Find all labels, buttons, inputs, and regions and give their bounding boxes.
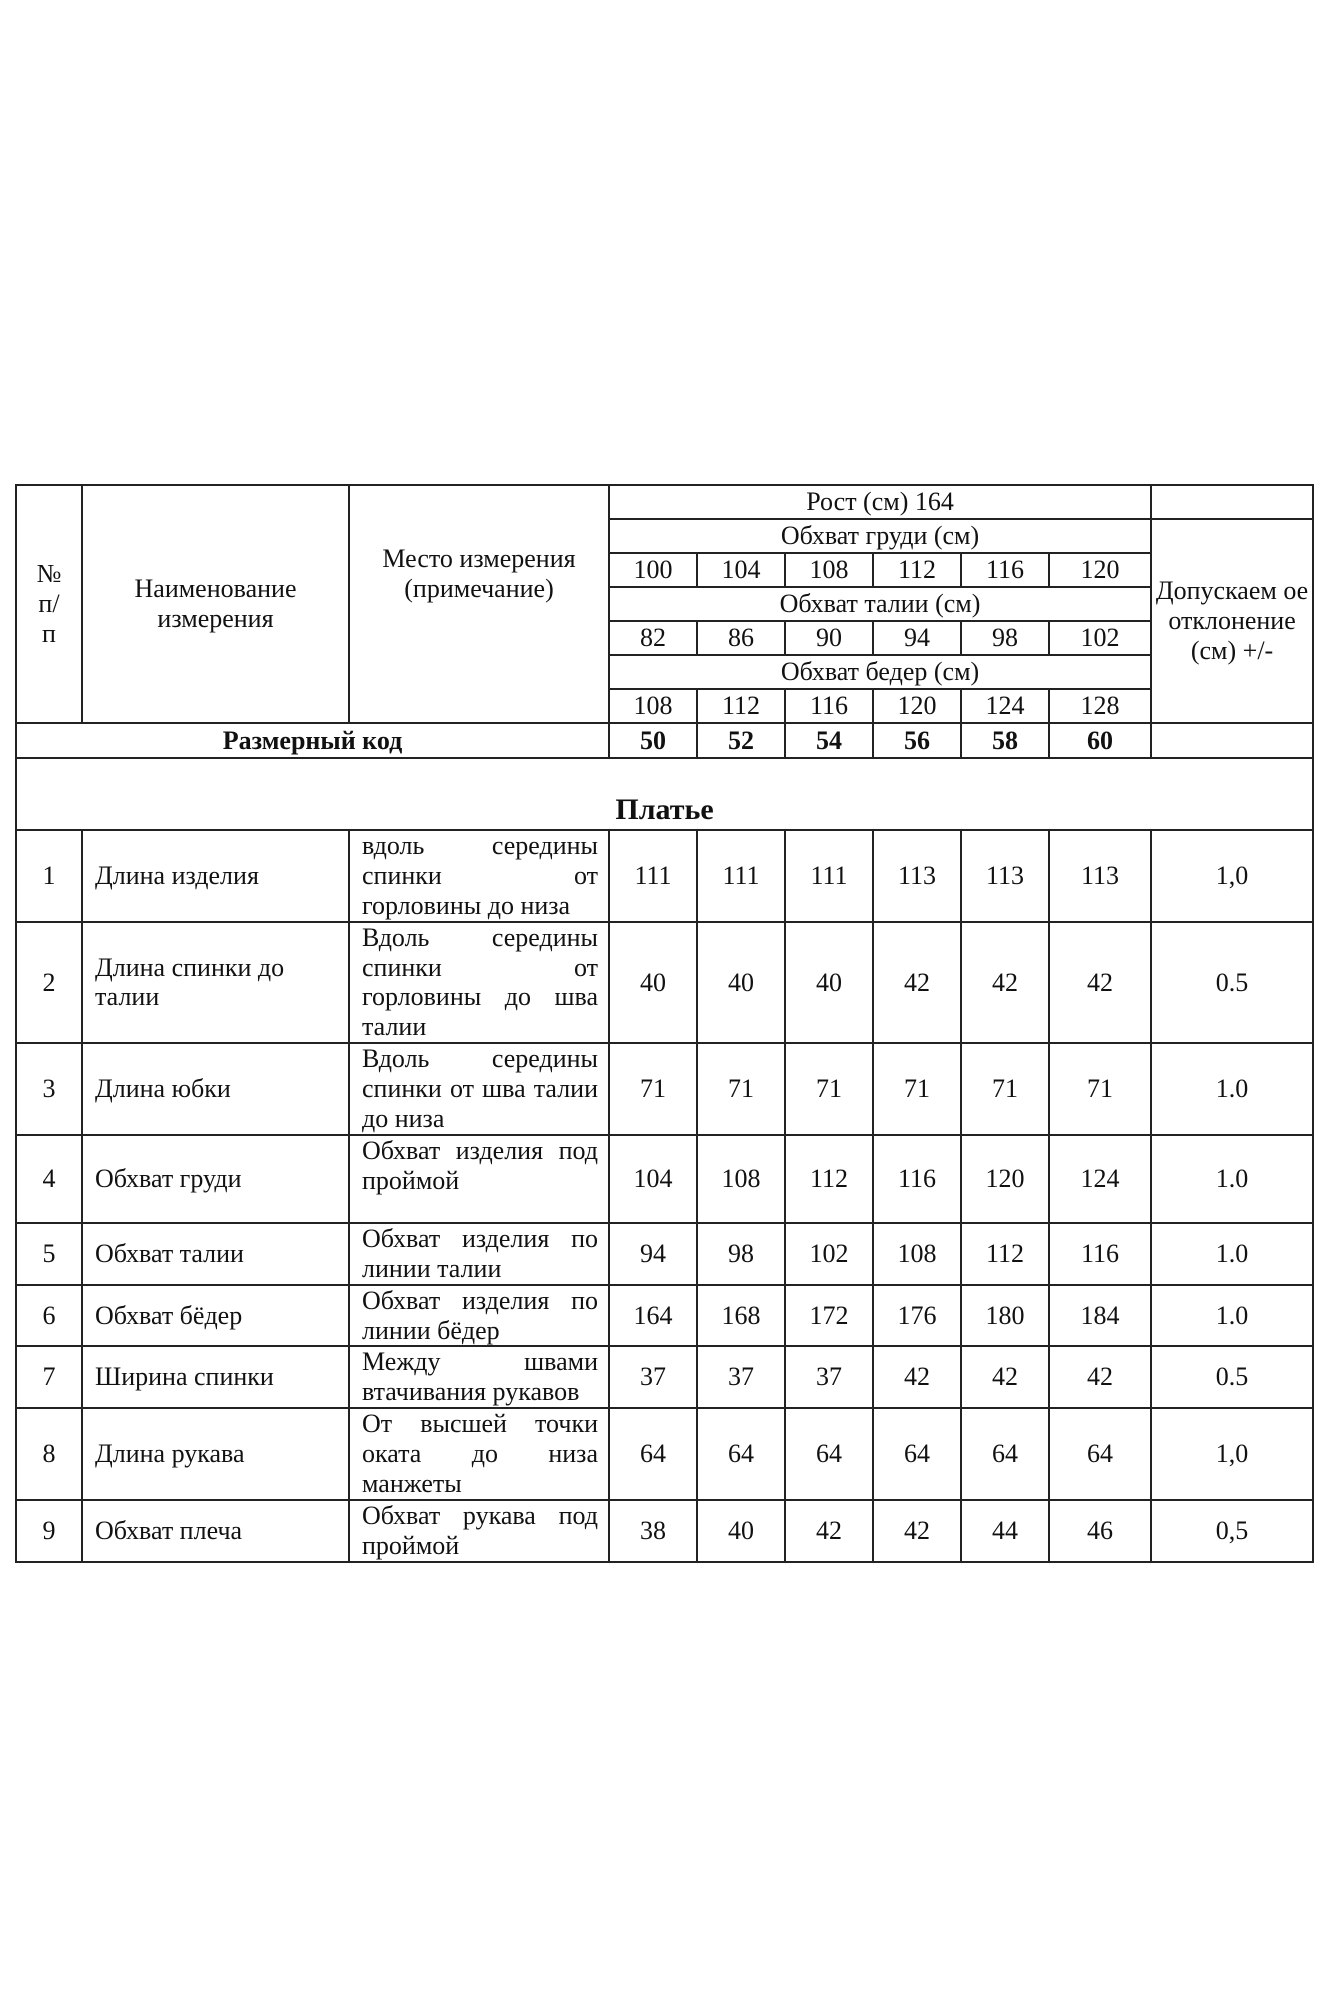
- measurement-value: 113: [1049, 830, 1151, 922]
- measurement-value: 111: [609, 830, 697, 922]
- measurement-name: Обхват груди: [82, 1135, 349, 1223]
- chest-value: 116: [961, 553, 1049, 587]
- header-waist: Обхват талии (см): [609, 587, 1151, 621]
- size-code-value: 58: [961, 723, 1049, 758]
- header-height: Рост (см) 164: [609, 485, 1151, 519]
- row-number: 5: [16, 1223, 82, 1285]
- tolerance-value: 0,5: [1151, 1500, 1313, 1562]
- size-code-value: 60: [1049, 723, 1151, 758]
- waist-value: 90: [785, 621, 873, 655]
- size-code-value: 56: [873, 723, 961, 758]
- tolerance-value: 1.0: [1151, 1223, 1313, 1285]
- measurement-value: 164: [609, 1285, 697, 1347]
- measurement-value: 44: [961, 1500, 1049, 1562]
- size-code-label: Размерный код: [16, 723, 609, 758]
- tolerance-value: 1,0: [1151, 1408, 1313, 1500]
- tolerance-value: 1.0: [1151, 1135, 1313, 1223]
- waist-value: 98: [961, 621, 1049, 655]
- hips-value: 120: [873, 689, 961, 723]
- hips-value: 108: [609, 689, 697, 723]
- measurement-value: 46: [1049, 1500, 1151, 1562]
- measurement-value: 64: [609, 1408, 697, 1500]
- tolerance-value: 0.5: [1151, 922, 1313, 1044]
- measurement-value: 172: [785, 1285, 873, 1347]
- measurement-value: 113: [873, 830, 961, 922]
- waist-value: 102: [1049, 621, 1151, 655]
- measurement-value: 42: [785, 1500, 873, 1562]
- hips-value: 112: [697, 689, 785, 723]
- tolerance-value: 1.0: [1151, 1285, 1313, 1347]
- waist-value: 82: [609, 621, 697, 655]
- measurement-value: 42: [873, 1346, 961, 1408]
- measurement-value: 37: [785, 1346, 873, 1408]
- measurement-place: Обхват изделия под проймой: [349, 1135, 609, 1223]
- measurement-value: 168: [697, 1285, 785, 1347]
- measurement-value: 104: [609, 1135, 697, 1223]
- measurement-place: От высшей точки оката до низа манжеты: [349, 1408, 609, 1500]
- measurement-name: Длина изделия: [82, 830, 349, 922]
- size-code-row: [16, 723, 1313, 758]
- measurement-value: 102: [785, 1223, 873, 1285]
- size-chart-table: [15, 484, 1314, 1563]
- measurement-value: 94: [609, 1223, 697, 1285]
- measurement-value: 71: [609, 1043, 697, 1135]
- measurement-value: 37: [697, 1346, 785, 1408]
- measurement-value: 111: [785, 830, 873, 922]
- section-row: [16, 758, 1313, 830]
- measurement-value: 71: [873, 1043, 961, 1135]
- measurement-place: Вдоль середины спинки от горловины до шва талии: [349, 922, 609, 1044]
- measurement-name: Обхват талии: [82, 1223, 349, 1285]
- measurement-value: 64: [697, 1408, 785, 1500]
- table-row: [16, 1408, 1313, 1500]
- header-place: Место измерения (примечание): [349, 485, 609, 723]
- measurement-value: 40: [697, 922, 785, 1044]
- measurement-place: Обхват рукава под проймой: [349, 1500, 609, 1562]
- measurement-value: 108: [697, 1135, 785, 1223]
- measurement-name: Длина юбки: [82, 1043, 349, 1135]
- header-chest: Обхват груди (см): [609, 519, 1151, 553]
- measurement-value: 40: [697, 1500, 785, 1562]
- measurement-value: 112: [785, 1135, 873, 1223]
- measurement-value: 71: [961, 1043, 1049, 1135]
- chest-value: 112: [873, 553, 961, 587]
- chest-value: 100: [609, 553, 697, 587]
- section-title: Платье: [16, 758, 1313, 830]
- row-number: 1: [16, 830, 82, 922]
- header-tol-empty: [1151, 485, 1313, 519]
- measurement-value: 64: [873, 1408, 961, 1500]
- measurement-value: 176: [873, 1285, 961, 1347]
- table-row: [16, 1500, 1313, 1562]
- measurement-name: Длина спинки до талии: [82, 922, 349, 1044]
- measurement-place: Обхват изделия по линии бёдер: [349, 1285, 609, 1347]
- header-num: [16, 485, 82, 723]
- waist-value: 94: [873, 621, 961, 655]
- hips-value: 124: [961, 689, 1049, 723]
- measurement-value: 37: [609, 1346, 697, 1408]
- measurement-value: 38: [609, 1500, 697, 1562]
- table-row: [16, 830, 1313, 922]
- hips-value: 128: [1049, 689, 1151, 723]
- measurement-value: 71: [697, 1043, 785, 1135]
- measurement-value: 64: [1049, 1408, 1151, 1500]
- header-tolerance: Допускаем ое отклонение (см) +/-: [1151, 519, 1313, 723]
- table-row: [16, 1346, 1313, 1408]
- size-code-value: 54: [785, 723, 873, 758]
- table-row: [16, 1223, 1313, 1285]
- row-number: 6: [16, 1285, 82, 1347]
- measurement-place: вдоль середины спинки от горловины до низа: [349, 830, 609, 922]
- measurement-value: 180: [961, 1285, 1049, 1347]
- measurement-value: 42: [1049, 1346, 1151, 1408]
- measurement-place: Обхват изделия по линии талии: [349, 1223, 609, 1285]
- header-name: Наименование измерения: [82, 485, 349, 723]
- measurement-value: 184: [1049, 1285, 1151, 1347]
- row-number: 3: [16, 1043, 82, 1135]
- measurement-value: 40: [609, 922, 697, 1044]
- measurement-value: 120: [961, 1135, 1049, 1223]
- table-row: [16, 1043, 1313, 1135]
- chest-value: 108: [785, 553, 873, 587]
- measurement-value: 42: [961, 1346, 1049, 1408]
- measurement-value: 42: [961, 922, 1049, 1044]
- measurement-value: 124: [1049, 1135, 1151, 1223]
- row-number: 8: [16, 1408, 82, 1500]
- row-number: 9: [16, 1500, 82, 1562]
- measurement-name: Обхват плеча: [82, 1500, 349, 1562]
- table-row: [16, 1285, 1313, 1347]
- measurement-value: 64: [785, 1408, 873, 1500]
- measurement-value: 42: [873, 922, 961, 1044]
- header-num-label: № п/ п: [36, 559, 62, 648]
- waist-value: 86: [697, 621, 785, 655]
- measurement-name: Обхват бёдер: [82, 1285, 349, 1347]
- measurement-value: 116: [1049, 1223, 1151, 1285]
- hips-value: 116: [785, 689, 873, 723]
- measurement-place: Между швами втачивания рукавов: [349, 1346, 609, 1408]
- row-number: 7: [16, 1346, 82, 1408]
- tolerance-value: 1.0: [1151, 1043, 1313, 1135]
- chest-value: 120: [1049, 553, 1151, 587]
- chest-value: 104: [697, 553, 785, 587]
- row-number: 2: [16, 922, 82, 1044]
- measurement-value: 71: [1049, 1043, 1151, 1135]
- tolerance-value: 1,0: [1151, 830, 1313, 922]
- measurement-name: Длина рукава: [82, 1408, 349, 1500]
- measurement-value: 71: [785, 1043, 873, 1135]
- measurement-value: 116: [873, 1135, 961, 1223]
- measurement-value: 111: [697, 830, 785, 922]
- measurement-value: 64: [961, 1408, 1049, 1500]
- size-code-value: 50: [609, 723, 697, 758]
- measurement-place: Вдоль середины спинки от шва талии до низа: [349, 1043, 609, 1135]
- measurement-value: 113: [961, 830, 1049, 922]
- measurement-value: 40: [785, 922, 873, 1044]
- measurement-value: 98: [697, 1223, 785, 1285]
- tolerance-value: 0.5: [1151, 1346, 1313, 1408]
- size-code-tol-empty: [1151, 723, 1313, 758]
- size-code-value: 52: [697, 723, 785, 758]
- measurement-value: 42: [873, 1500, 961, 1562]
- measurement-value: 112: [961, 1223, 1049, 1285]
- measurement-name: Ширина спинки: [82, 1346, 349, 1408]
- header-hips: Обхват бедер (см): [609, 655, 1151, 689]
- measurement-value: 108: [873, 1223, 961, 1285]
- table-row: [16, 1135, 1313, 1223]
- table-row: [16, 922, 1313, 1044]
- row-number: 4: [16, 1135, 82, 1223]
- measurement-value: 42: [1049, 922, 1151, 1044]
